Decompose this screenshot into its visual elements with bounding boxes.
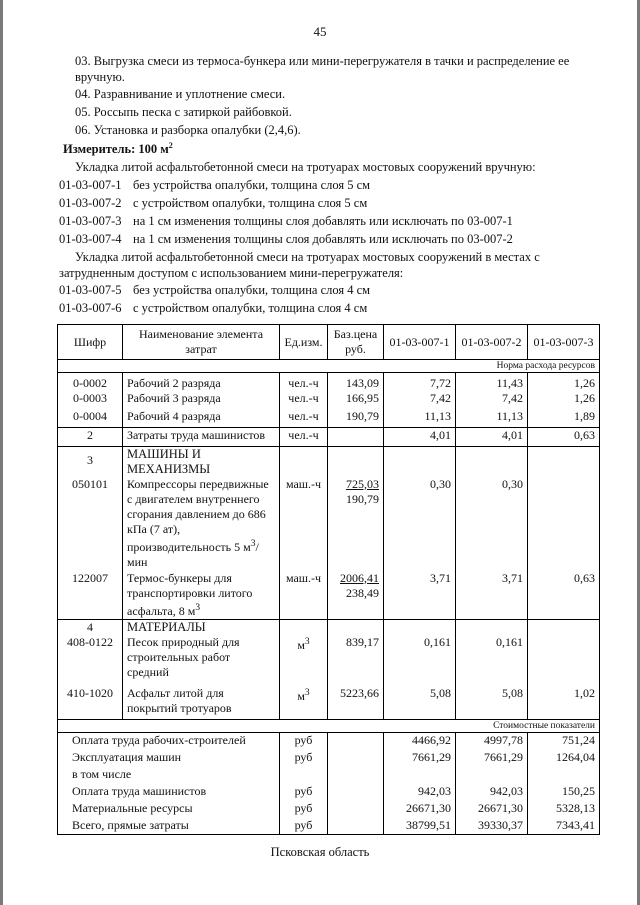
cell-name-tail: /мин [127,539,259,569]
cell-v2: 11,13 [456,409,528,427]
cell-name-text: Компрессоры передвижные с двигателем внутреннего сгорания давлением до 686 кПа (7 ат), производительность 5 м [127,476,269,554]
cell-code: 0-0003 [58,391,123,409]
cell-name: Затраты труда машинистов [123,427,280,446]
footer-region: Псковская область [270,845,370,859]
operation-03-cont: вручную. [75,70,125,84]
cost-v2: 7661,29 [456,750,528,767]
header-code: Шифр [58,325,123,360]
section-title: МАТЕРИАЛЫ [123,619,280,635]
code-desc: без устройства опалубки, толщина слоя 5 см [133,178,371,192]
unit-text: м [297,688,305,703]
code-desc: с устройством опалубки, толщина слоя 4 см [133,301,368,315]
cell-name-text: Термос-бункеры для транспортировки литого асфальта, 8 м [127,570,253,618]
cell-unit: чел.-ч [280,409,328,427]
code-id: 01-03-007-2 [59,196,122,210]
cell-v3 [528,477,600,571]
section-machines-row [58,446,600,477]
unit-text: м [297,637,305,652]
cost-unit: руб [280,750,328,767]
cell-v3: 1,02 [528,686,600,720]
cost-unit [280,767,328,784]
cell-unit: маш.-ч [280,571,328,620]
cell-v1: 0,161 [384,635,456,686]
unit-sup: 3 [304,687,310,698]
cost-caption-row [58,720,600,733]
cell-v2: 4,01 [456,427,528,446]
cost-v2 [456,767,528,784]
measure-unit [63,141,173,157]
cost-unit: руб [280,733,328,750]
cell-price: 839,17 [328,635,384,686]
price-total: 2006,41 [340,570,379,585]
code-id: 01-03-007-3 [59,214,122,228]
cost-unit: руб [280,801,328,818]
cell-v3 [528,635,600,686]
cost-row [58,784,600,801]
cost-v2: 39330,37 [456,818,528,835]
section-materials-row [58,619,600,635]
cost-name: Оплата труда рабочих-строителей [58,733,280,750]
cost-name: Оплата труда машинистов [58,784,280,801]
cell-name-sup: 3 [250,538,256,549]
measure-label: Измеритель: 100 м [63,142,169,157]
table-row [58,409,600,427]
cell-price: 166,95 [328,391,384,409]
operation-05: 05. Россыпь песка с затиркой райбовкой. [75,105,292,119]
cost-v1: 4466,92 [384,733,456,750]
table-row [58,373,600,392]
cell-v1: 0,30 [384,477,456,571]
cost-name: Всего, прямые затраты [58,818,280,835]
cost-row [58,767,600,784]
header-col3: 01-03-007-3 [528,325,600,360]
table-row [58,635,600,686]
cell-v1: 7,72 [384,373,456,392]
code-line [59,214,513,229]
cell-name: Рабочий 2 разряда [123,373,280,392]
cell-code: 0-0002 [58,373,123,392]
cost-v3 [528,767,600,784]
cost-v3: 7343,41 [528,818,600,835]
table-row [58,477,600,571]
table-row [58,686,600,720]
norm-caption: Норма расхода ресурсов [58,360,600,373]
cell-code: 0-0004 [58,409,123,427]
cell-v2: 0,161 [456,635,528,686]
cost-v2: 942,03 [456,784,528,801]
cell-price-empty [328,427,384,446]
table-row [58,391,600,409]
cost-row [58,801,600,818]
cost-price-empty [328,818,384,835]
cell-price: 143,09 [328,373,384,392]
resource-table [57,324,600,835]
price-total: 725,03 [346,476,379,491]
cost-v3: 150,25 [528,784,600,801]
header-col2: 01-03-007-2 [456,325,528,360]
cost-row [58,818,600,835]
cell-unit: маш.-ч [280,477,328,571]
code-line [59,283,370,298]
measure-sup: 2 [168,141,173,150]
code-id: 01-03-007-6 [59,301,122,315]
cell-v3: 1,89 [528,409,600,427]
code-id: 01-03-007-4 [59,232,122,246]
cost-name: Материальные ресурсы [58,801,280,818]
cost-price-empty [328,750,384,767]
cost-caption: Стоимостные показатели [58,720,600,733]
code-desc: с устройством опалубки, толщина слоя 5 см [133,196,368,210]
code-desc: на 1 см изменения толщины слоя добавлять или исключать по 03-007-2 [133,232,513,246]
cost-v1: 26671,30 [384,801,456,818]
cell-unit: чел.-ч [280,427,328,446]
cost-unit: руб [280,818,328,835]
header-col1: 01-03-007-1 [384,325,456,360]
cell-code: 122007 [58,571,123,620]
cell-name [123,571,280,620]
operation-04: 04. Разравнивание и уплотнение смеси. [75,87,286,101]
code-desc: без устройства опалубки, толщина слоя 4 см [133,283,371,297]
code-id: 01-03-007-1 [59,178,122,192]
section-title: МАШИНЫ И МЕХАНИЗМЫ [123,446,280,477]
operation-03: 03. Выгрузка смеси из термоса-бункера или мини-перегружателя в тачки и распределение ее [75,54,570,68]
cost-row [58,750,600,767]
cell-name-sup: 3 [195,602,201,613]
header-unit: Ед.изм. [280,325,328,360]
cell-unit [280,686,328,720]
cell-v3: 1,26 [528,391,600,409]
cell-v2: 3,71 [456,571,528,620]
cost-v3: 751,24 [528,733,600,750]
cell-unit: чел.-ч [280,373,328,392]
norm-caption-row [58,360,600,373]
cell-price [328,571,384,620]
cell-code: 2 [58,427,123,446]
code-id: 01-03-007-5 [59,283,122,297]
cost-v1: 942,03 [384,784,456,801]
cell-v3: 0,63 [528,427,600,446]
cost-v3: 5328,13 [528,801,600,818]
section-code: 4 [58,619,123,635]
cost-row [58,733,600,750]
cost-v1: 7661,29 [384,750,456,767]
section-code: 3 [58,446,123,477]
cell-code: 408-0122 [58,635,123,686]
cell-v1: 4,01 [384,427,456,446]
cell-v3: 1,26 [528,373,600,392]
cell-price [328,477,384,571]
cost-v3: 1264,04 [528,750,600,767]
cost-v2: 4997,78 [456,733,528,750]
header-name: Наименование элемента затрат [123,325,280,360]
cell-name: Песок природный для строительных работ средний [123,635,280,686]
cell-v2: 0,30 [456,477,528,571]
cell-price: 190,79 [328,409,384,427]
page-number: 45 [313,24,327,39]
table-row [58,571,600,620]
group-heading-1: Укладка литой асфальтобетонной смеси на тротуарах мостовых сооружений вручную: [75,160,536,174]
header-price: Баз.цена руб. [328,325,384,360]
cost-price-empty [328,784,384,801]
cell-v2: 11,43 [456,373,528,392]
group-heading-2: Укладка литой асфальтобетонной смеси на тротуарах мостовых сооружений в местах с [75,250,540,264]
cell-v2: 5,08 [456,686,528,720]
cost-v1 [384,767,456,784]
cost-unit: руб [280,784,328,801]
cell-name: Рабочий 3 разряда [123,391,280,409]
cost-name: в том числе [58,767,280,784]
cell-code: 410-1020 [58,686,123,720]
cost-price-empty [328,733,384,750]
cell-name [123,477,280,571]
cell-unit: чел.-ч [280,391,328,409]
cell-price: 5223,66 [328,686,384,720]
cell-unit [280,635,328,686]
code-line [59,301,367,316]
cell-v2: 7,42 [456,391,528,409]
cost-price-empty [328,767,384,784]
cell-v1: 3,71 [384,571,456,620]
price-wages: 238,49 [346,585,379,600]
cost-name: Эксплуатация машин [58,750,280,767]
price-wages: 190,79 [346,491,379,506]
unit-sup: 3 [304,636,310,647]
cell-v3: 0,63 [528,571,600,620]
table-header-row [58,325,600,360]
cell-v1: 5,08 [384,686,456,720]
cost-v1: 38799,51 [384,818,456,835]
cell-name: Рабочий 4 разряда [123,409,280,427]
operation-06: 06. Установка и разборка опалубки (2,4,6). [75,123,301,137]
code-line [59,178,370,193]
scan-edge-left [0,0,3,905]
cell-name: Асфальт литой для покрытий тротуаров [123,686,280,720]
code-desc: на 1 см изменения толщины слоя добавлять или исключать по 03-007-1 [133,214,513,228]
cell-v1: 11,13 [384,409,456,427]
cost-v2: 26671,30 [456,801,528,818]
cell-code: 050101 [58,477,123,571]
cell-v1: 7,42 [384,391,456,409]
machinist-row [58,427,600,446]
code-line [59,232,513,247]
group-heading-2-cont: затрудненным доступом с использованием мини-перегружателя: [59,266,404,280]
code-line [59,196,367,211]
cost-price-empty [328,801,384,818]
